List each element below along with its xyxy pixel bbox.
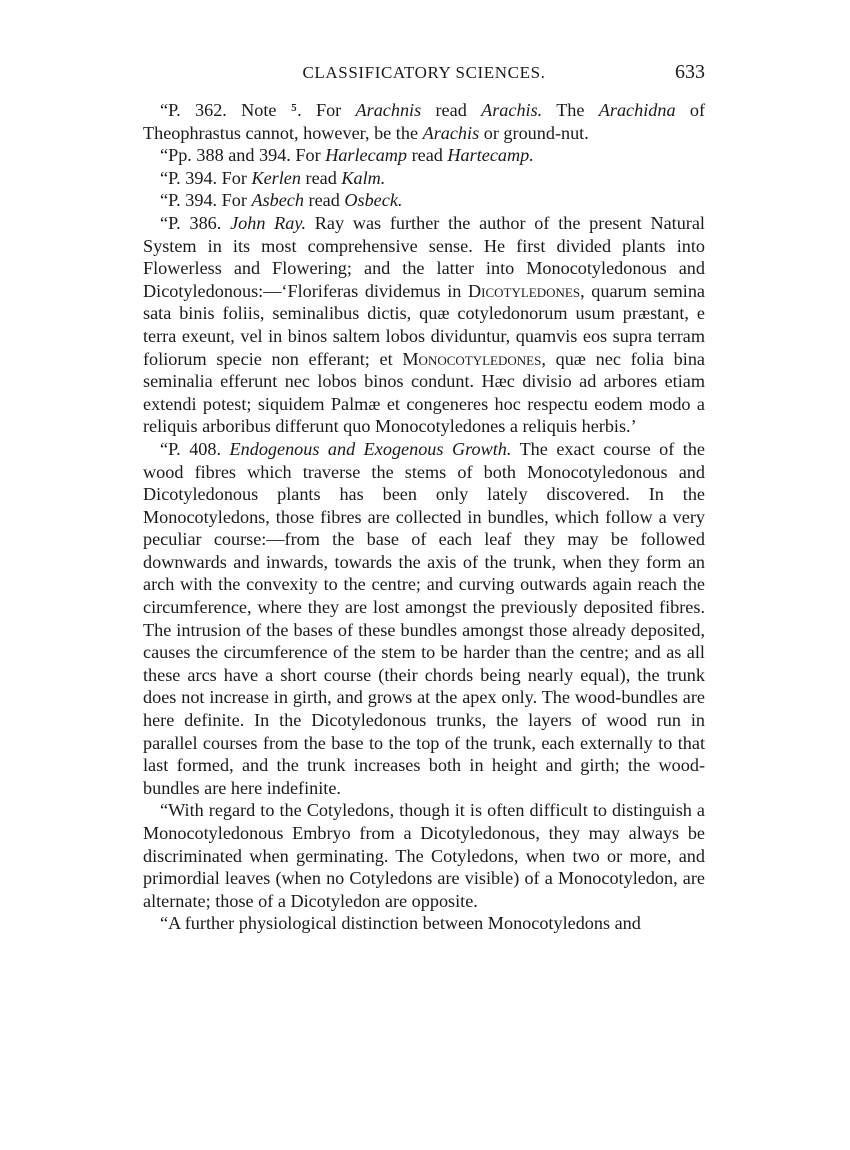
paragraph-physiological-distinction: “A further physiological distinction between Monocotyledons and	[160, 913, 641, 934]
paragraph-cotyledons: “With regard to the Cotyledons, though it is often difficult to distinguish a Monocotyledonous Embryo from a Dicotyledonous, they may always be discriminated when germinating. The Cotyledons, when two or more, and primordial leaves (when no Cotyledons are visible) of a Monocotyledon, are alternate; those of a Dicotyledon are opposite.	[143, 800, 705, 911]
paragraph-erratum-kalm: “P. 394. For Kerlen read Kalm.	[160, 167, 386, 188]
running-title: CLASSIFICATORY SCIENCES.	[302, 63, 546, 82]
body-text	[143, 99, 705, 935]
book-page	[143, 58, 705, 935]
paragraph-john-ray: “P. 386. John Ray. Ray was further the author of the present Natural System in its most comprehensive sense. He first divided plants into Flowerless and Flowering; and the latter into Monocotyledonous and Dicotyledonous:—‘Floriferas dividemus in Dicotyledones, quarum semina sata binis foliis, seminalibus dictis, quæ cotyledonorum usum præstant, e terra exeunt, vel in binos saltem lobos dividuntur, quamvis eos supra terram foliorum specie non efferant; et Monocotyledones, quæ nec folia bina seminalia efferunt nec lobos binos condunt. Hæc divisio ad arbores etiam extendi potest; siquidem Palmæ et congeneres hoc respectu eodem modo a reliquis arboribus differunt quo Monocotyledones a reliquis herbis.’	[143, 212, 705, 437]
paragraph-endogenous-growth: “P. 408. Endogenous and Exogenous Growth. The exact course of the wood fibres which traverse the stems of both Monocotyledonous and Dicotyledonous plants has been only lately discovered. In the Monocotyledons, those fibres are collected in bundles, which follow a very peculiar course:—from the base of each leaf they may be followed downwards and inwards, towards the axis of the trunk, when they form an arch with the convexity to the centre; and curving outwards again reach the circumference, where they are lost amongst the previously deposited fibres. The intrusion of the bases of these bundles amongst those already deposited, causes the circumference of the stem to be harder than the centre; and as all these arcs have a short course (their chords being nearly equal), the trunk does not increase in girth, and grows at the apex only. The wood-bundles are here definite. In the Dicotyledonous trunks, the layers of wood run in parallel courses from the base to the top of the trunk, each externally to that last formed, and the trunk increases both in height and girth; the wood-bundles are here indefinite.	[143, 438, 705, 798]
page-number: 633	[675, 61, 705, 83]
paragraph-erratum-osbeck: “P. 394. For Asbech read Osbeck.	[160, 190, 403, 211]
paragraph-erratum-hartecamp: “Pp. 388 and 394. For Harlecamp read Hartecamp.	[160, 145, 534, 166]
paragraph-erratum-arachis: “P. 362. Note ⁵. For Arachnis read Arachis. The Arachidna of Theophrastus cannot, however, be the Arachis or ground-nut.	[143, 100, 706, 143]
running-head	[143, 58, 705, 88]
